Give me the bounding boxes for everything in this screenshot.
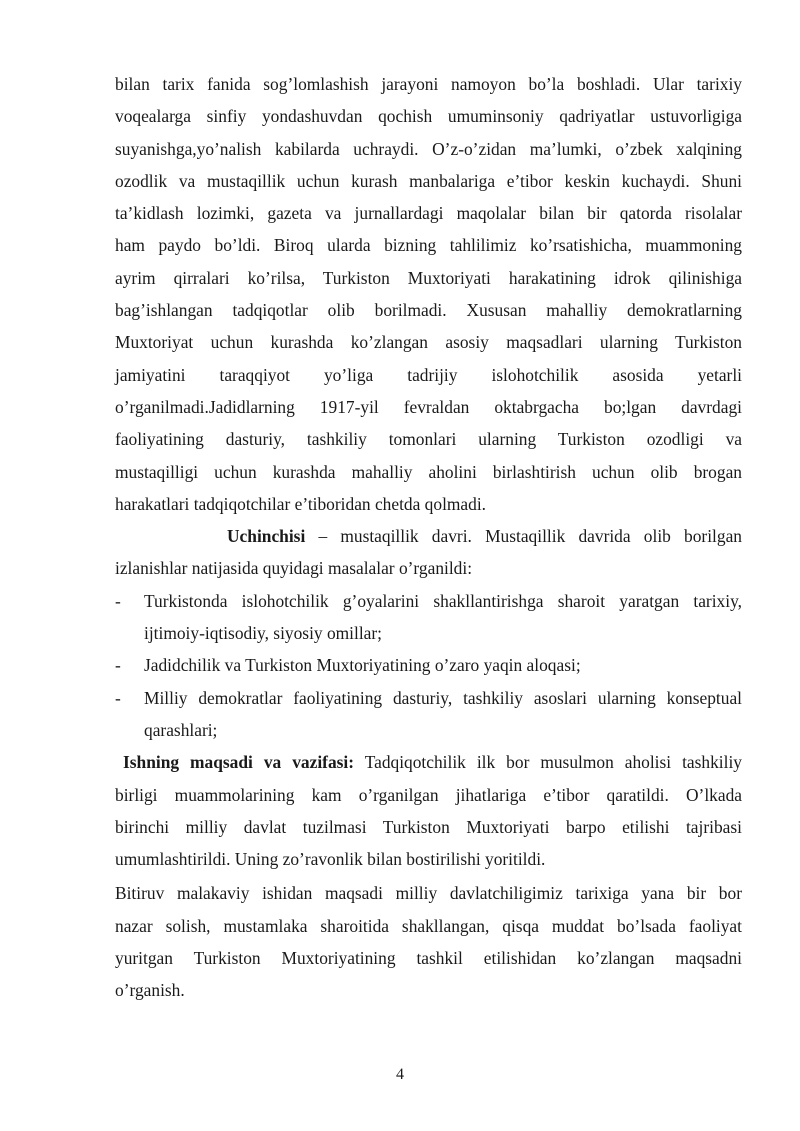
text-line: faoliyatining dasturiy, tashkiliy tomonlari ularning Turkiston ozodligi va	[115, 429, 742, 450]
text-line: Milliy demokratlar faoliyatining dasturiy, tashkiliy asoslari ularning konseptual	[144, 687, 742, 708]
text-line: qarashlari;	[144, 719, 218, 740]
text-line: voqealarga sinfiy yondashuvdan qochish umuminsoniy qadriyatlar ustuvorligiga	[115, 106, 742, 127]
text-line: Bitiruv malakaviy ishidan maqsadi milliy davlatchiligimiz tarixiga yana bir bor	[115, 883, 742, 904]
goal-label: Ishning maqsadi va vazifasi:	[123, 752, 355, 773]
list-dash: -	[115, 655, 121, 676]
list-item	[115, 649, 742, 681]
text-line: ham paydo bo’ldi. Biroq ularda bizning tahlilimiz ko’rsatishicha, muammoning	[115, 235, 742, 256]
text-line: o’rganish.	[115, 980, 185, 1001]
text-line: Turkistonda islohotchilik g’oyalarini shakllantirishga sharoit yaratgan tarixiy,	[144, 590, 742, 611]
page-number: 4	[396, 1066, 404, 1083]
text-line: Jadidchilik va Turkiston Muxtoriyatining o’zaro yaqin aloqasi;	[144, 655, 581, 676]
text-line: birligi muammolarining kam o’rganilgan jihatlariga e’tibor qaratildi. O’lkada	[115, 784, 742, 805]
list-item	[115, 585, 742, 650]
text-line: jamiyatini taraqqiyot yo’liga tadrijiy islohotchilik asosida yetarli	[115, 364, 742, 385]
text-line: harakatlari tadqiqotchilar e’tiboridan chetda qolmadi.	[115, 493, 487, 514]
text-line: ayrim qirralari ko’rilsa, Turkiston Muxtoriyati harakatining idrok qilinishiga	[115, 267, 742, 288]
goal-text: Tadqiqotchilik ilk bor musulmon aholisi tashkiliy	[354, 752, 742, 773]
text-line: ozodlik va mustaqillik uchun kurash manbalariga e’tibor keskin kuchaydi. Shuni	[115, 170, 742, 191]
goal-heading-line	[115, 746, 742, 778]
text-line: umumlashtirildi. Uning zo’ravonlik bilan bostirilishi yoritildi.	[115, 849, 546, 870]
third-period-heading-line	[115, 520, 742, 552]
text-line: Muxtoriyat uchun kurashda ko’zlangan asosiy maqsadlari ularning Turkiston	[115, 332, 742, 353]
text-line: bag’ishlangan tadqiqotlar olib borilmadi. Xususan mahalliy demokratlarning	[115, 300, 742, 321]
list-dash: -	[115, 687, 121, 708]
text-line: mustaqilligi uchun kurashda mahalliy aholini birlashtirish uchun olib brogan	[115, 461, 742, 482]
text-line: ta’kidlash lozimki, gazeta va jurnallardagi maqolalar bilan bir qatorda risolalar	[115, 203, 742, 224]
third-period-label: Uchinchisi	[227, 526, 306, 547]
text-line: yuritgan Turkiston Muxtoriyatining tashkil etilishidan ko’zlangan maqsadni	[115, 948, 742, 969]
list-dash: -	[115, 590, 121, 611]
text-line: birinchi milliy davlat tuzilmasi Turkiston Muxtoriyati barpo etilishi tajribasi	[115, 816, 742, 837]
text-line: nazar solish, mustamlaka sharoitida shakllangan, qisqa muddat bo’lsada faoliyat	[115, 915, 742, 936]
text-line: o’rganilmadi.Jadidlarning 1917-yil fevraldan oktabrgacha bo;lgan davrdagi	[115, 396, 742, 417]
text-line: ijtimoiy-iqtisodiy, siyosiy omillar;	[144, 623, 382, 644]
third-period-text: – mustaqillik davri. Mustaqillik davrida olib borilgan	[305, 526, 742, 547]
paragraph-historiography	[115, 68, 742, 1007]
text-line: izlanishlar natijasida quyidagi masalalar o’rganildi:	[115, 558, 473, 579]
list-item	[115, 682, 742, 747]
text-line: bilan tarix fanida sog’lomlashish jarayoni namoyon bo’la boshladi. Ular tarixiy	[115, 74, 742, 94]
text-line: suyanishga,yo’nalish kabilarda uchraydi. O’z-o’zidan ma’lumki, o’zbek xalqining	[115, 138, 742, 159]
